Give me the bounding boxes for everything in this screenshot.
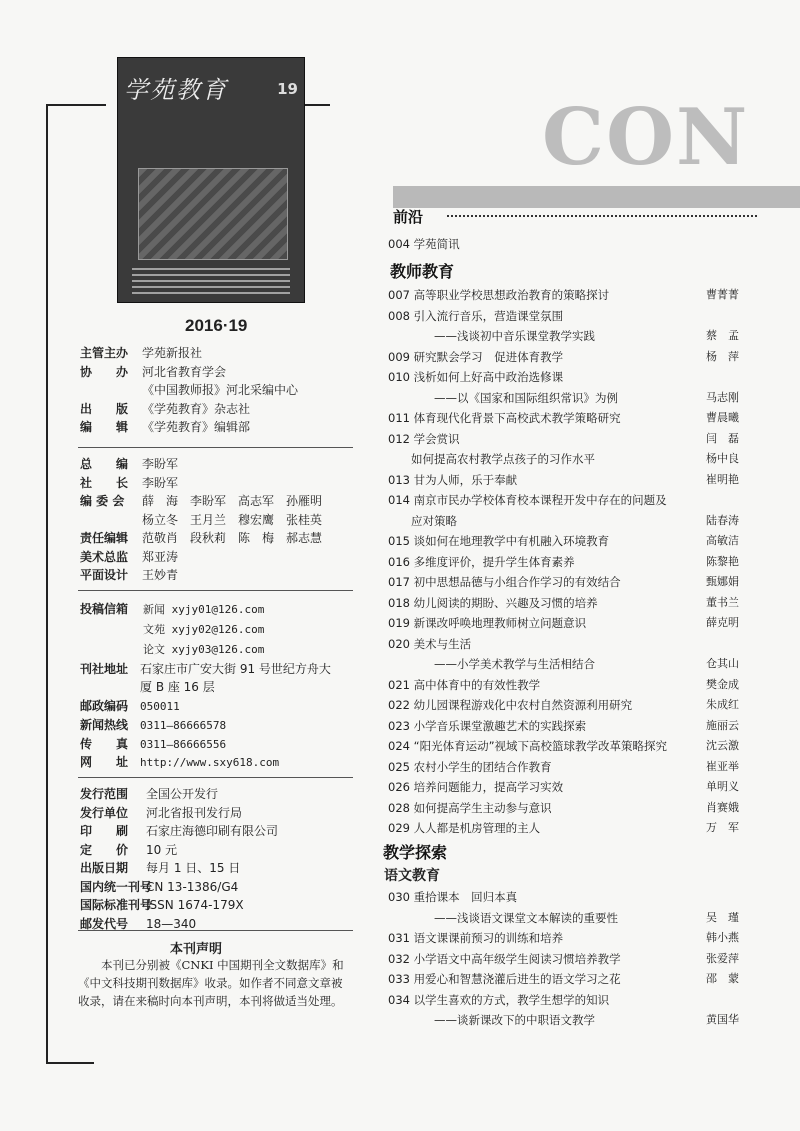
info-value: 河北省教育学会	[142, 364, 227, 379]
toc-author: 韩小燕	[706, 931, 739, 944]
contents-heading: CON	[542, 92, 750, 183]
toc-title: 014 南京市民办学校体育校本课程开发中存在的问题及	[388, 493, 667, 507]
issue-number: 2016·19	[185, 316, 248, 335]
toc-author: 陆春涛	[706, 513, 739, 527]
info-value: 薛 海 李盼军 高志军 孙雁明	[142, 494, 323, 508]
toc-author: 马志刚	[706, 390, 739, 404]
toc-author: 沈云激	[706, 739, 739, 752]
info-label: 编 委 会	[80, 494, 125, 508]
info-row	[80, 859, 240, 877]
toc-title: 如何提高农村教学点孩子的习作水平	[388, 452, 595, 466]
cover-issue-number: 19	[277, 80, 298, 98]
info-label: 发行单位	[80, 805, 129, 820]
info-label: 协 办	[80, 364, 129, 379]
info-value: 郑亚涛	[142, 549, 179, 564]
toc-title: ——浅谈初中音乐课堂教学实践	[388, 329, 595, 343]
info-row	[80, 566, 178, 584]
toc-author: 崔亚举	[706, 759, 739, 773]
toc-author: 杨中良	[706, 452, 739, 465]
toc-author: 崔明艳	[706, 472, 739, 486]
info-value: 杨立冬 王月兰 穆宏鹰 张桂英	[142, 512, 323, 527]
toc-title: ——谈新课改下的中职语文教学	[388, 1013, 595, 1027]
info-label: 发行范围	[80, 787, 129, 801]
info-value: 《学苑教育》杂志社	[142, 401, 251, 416]
info-row	[80, 822, 278, 840]
toc-title: 应对策略	[388, 513, 457, 528]
frame-line	[46, 1062, 94, 1064]
toc-title: 031 语文课课前预习的训练和培养	[388, 931, 564, 945]
toc-title: 025 农村小学生的团结合作教育	[388, 759, 552, 774]
toc-title: 023 小学音乐课堂激趣艺术的实践探索	[388, 718, 587, 733]
cover-masthead: 学苑教育	[124, 76, 228, 104]
info-label: 邮发代号	[80, 916, 129, 931]
toc-title: 033 用爱心和智慧浇灌后进生的语文学习之花	[388, 972, 621, 986]
toc-author: 施丽云	[706, 718, 739, 732]
info-value: 《学苑教育》编辑部	[142, 420, 251, 434]
toc-author: 张爱萍	[706, 951, 739, 965]
toc-title: 016 多维度评价，提升学生体育素养	[388, 554, 575, 569]
toc-title: 026 培养问题能力，提高学习实效	[388, 780, 564, 794]
info-value: 河北省报刊发行局	[146, 805, 243, 820]
info-value: 学苑新报社	[142, 346, 203, 360]
toc-title: 015 谈如何在地理教学中有机融入环境教育	[388, 534, 610, 548]
toc-title: 009 研究默会学习 促进体育教学	[388, 349, 564, 364]
divider	[78, 777, 353, 778]
info-row	[80, 492, 322, 510]
info-label: 国际标准刊号	[80, 898, 153, 912]
toc-title: 034 以学生喜欢的方式，教学生想学的知识	[388, 992, 610, 1007]
info-value: 李盼军	[142, 475, 179, 490]
divider	[78, 447, 353, 448]
fax-label: 传 真	[80, 737, 129, 751]
cover-image	[117, 57, 305, 303]
toc-author: 甄娜娟	[706, 575, 739, 588]
toc-author: 万 军	[706, 821, 739, 834]
toc-author: 高敏洁	[706, 534, 739, 547]
toc-title: 020 美术与生活	[388, 636, 472, 651]
toc-title: ——以《国家和国际组织常识》为例	[388, 390, 618, 405]
toc-title: 010 浅析如何上好高中政治选修课	[388, 370, 564, 384]
info-row	[80, 455, 178, 473]
info-value: 王妙青	[142, 568, 179, 582]
info-label: 社 长	[80, 475, 129, 490]
info-row	[80, 878, 238, 896]
info-label: 美术总监	[80, 549, 129, 564]
website-link[interactable]: http://www.sxy618.com	[140, 756, 280, 769]
info-row	[80, 529, 322, 547]
email-literature: 文苑 xyjy02@126.com	[143, 623, 265, 636]
toc-author: 吴 瑾	[706, 910, 739, 924]
toc-author: 蔡 孟	[706, 329, 739, 342]
info-label: 平面设计	[80, 568, 129, 582]
toc-author: 陈黎艳	[706, 554, 739, 568]
info-value: 全国公开发行	[146, 787, 219, 801]
subsection-yuwen: 语文教育	[384, 868, 440, 884]
frame-line	[46, 104, 106, 106]
toc-title: 018 幼儿阅读的期盼、兴趣及习惯的培养	[388, 595, 598, 610]
fax: 0311—86666556	[140, 738, 227, 751]
toc-author: 单明义	[706, 780, 739, 793]
cover-text-block	[132, 268, 290, 294]
info-label: 责任编辑	[80, 531, 129, 545]
address-line: 厦 B 座 16 层	[140, 680, 215, 694]
toc-title: 028 如何提高学生主动参与意识	[388, 800, 552, 815]
email-news: 新闻 xyjy01@126.com	[143, 603, 265, 616]
toc-author: 黄国华	[706, 1013, 739, 1026]
divider	[78, 930, 353, 931]
info-label: 出版日期	[80, 861, 129, 875]
info-row	[80, 804, 242, 822]
toc-title: 032 小学语文中高年级学生阅读习惯培养教学	[388, 951, 621, 966]
info-row	[80, 548, 178, 566]
toc-title: 008 引入流行音乐，营造课堂氛围	[388, 308, 564, 323]
toc-author: 邵 蒙	[706, 972, 739, 985]
address-line: 石家庄市广安大街 91 号世纪方舟大	[140, 662, 331, 676]
info-row	[80, 511, 322, 529]
info-row	[80, 400, 250, 418]
toc-author: 樊金成	[706, 677, 739, 691]
toc-author: 闫 磊	[706, 431, 739, 445]
toc-author: 薛克明	[706, 616, 739, 629]
dotted-leader	[447, 215, 757, 217]
hotline: 0311—86666578	[140, 719, 227, 732]
toc-author: 杨 萍	[706, 349, 739, 363]
toc-title: 013 甘为人师，乐于奉献	[388, 472, 518, 487]
info-row	[80, 363, 226, 381]
info-row	[80, 418, 250, 436]
info-row	[80, 344, 202, 362]
toc-title: 007 高等职业学校思想政治教育的策略探讨	[388, 288, 610, 302]
frame-line	[46, 104, 48, 1064]
cover-photo	[138, 168, 288, 260]
info-value: 范敬肖 段秋莉 陈 梅 郝志慧	[142, 531, 323, 545]
statement-title: 本刊声明	[170, 942, 223, 957]
web-label: 网 址	[80, 755, 129, 769]
postcode: 050011	[140, 700, 180, 713]
toc-title: 022 幼儿园课程游戏化中农村自然资源利用研究	[388, 698, 633, 712]
info-value: 《中国教师报》河北采编中心	[142, 383, 299, 397]
toc-author: 曹晨曦	[706, 411, 739, 424]
info-row	[80, 896, 244, 914]
section-qianyan: 前沿	[393, 208, 424, 226]
postcode-label: 邮政编码	[80, 699, 129, 713]
info-value: 18—340	[146, 916, 197, 931]
heading-bar	[393, 186, 800, 208]
email-paper: 论文 xyjy03@126.com	[143, 643, 265, 656]
toc-title: 030 重拾课本 回归本真	[388, 890, 518, 904]
info-label: 总 编	[80, 457, 129, 471]
section-tansuo: 教学探索	[383, 843, 448, 862]
toc-title: 004 学苑简讯	[388, 237, 460, 251]
info-value: 李盼军	[142, 457, 179, 471]
toc-author: 仓其山	[706, 657, 739, 670]
toc-title: 029 人人都是机房管理的主人	[388, 821, 541, 835]
address-label: 刊社地址	[80, 662, 129, 676]
toc-title: 017 初中思想品德与小组合作学习的有效结合	[388, 575, 621, 589]
info-value: ISSN 1674-179X	[146, 898, 244, 912]
info-label: 出 版	[80, 401, 129, 416]
hotline-label: 新闻热线	[80, 718, 129, 732]
section-jiaoshi: 教师教育	[390, 262, 455, 281]
info-value: 每月 1 日、15 日	[146, 861, 241, 875]
info-row	[80, 474, 178, 492]
toc-title: ——小学美术教学与生活相结合	[388, 657, 595, 671]
info-row	[80, 381, 298, 399]
toc-title: 011 体育现代化背景下高校武术教学策略研究	[388, 411, 621, 425]
info-value: 10 元	[146, 842, 178, 857]
toc-title: 021 高中体育中的有效性教学	[388, 677, 541, 692]
info-row	[80, 841, 177, 859]
toc-title: 012 学会赏识	[388, 431, 460, 446]
toc-author: 曹菁菁	[706, 288, 739, 301]
info-value: CN 13-1386/G4	[146, 879, 239, 894]
info-label: 国内统一刊号	[80, 879, 153, 894]
toc-author: 肖赛娥	[706, 800, 739, 814]
toc-title: ——浅谈语文课堂文本解读的重要性	[388, 910, 618, 925]
info-value: 石家庄海德印刷有限公司	[146, 824, 279, 838]
info-label: 编 辑	[80, 420, 129, 434]
statement-text: 本刊已分别被《CNKI 中国期刊全文数据库》和《中文科技期刊数据库》收录。如作者不同意文章被收录，请在来稿时向本刊声明，本刊将做适当处理。	[78, 958, 344, 1008]
info-row	[80, 785, 218, 803]
toc-author: 董书兰	[706, 595, 739, 609]
info-label: 印 刷	[80, 824, 129, 838]
toc-title: 019 新课改呼唤地理教师树立问题意识	[388, 616, 587, 630]
divider	[78, 590, 353, 591]
toc-author: 朱成红	[706, 698, 739, 711]
toc-title: 024 “阳光体育运动”视域下高校篮球教学改革策略探究	[388, 739, 668, 753]
info-label: 定 价	[80, 842, 129, 857]
info-label: 主管主办	[80, 346, 129, 360]
submit-label: 投稿信箱	[80, 602, 129, 616]
